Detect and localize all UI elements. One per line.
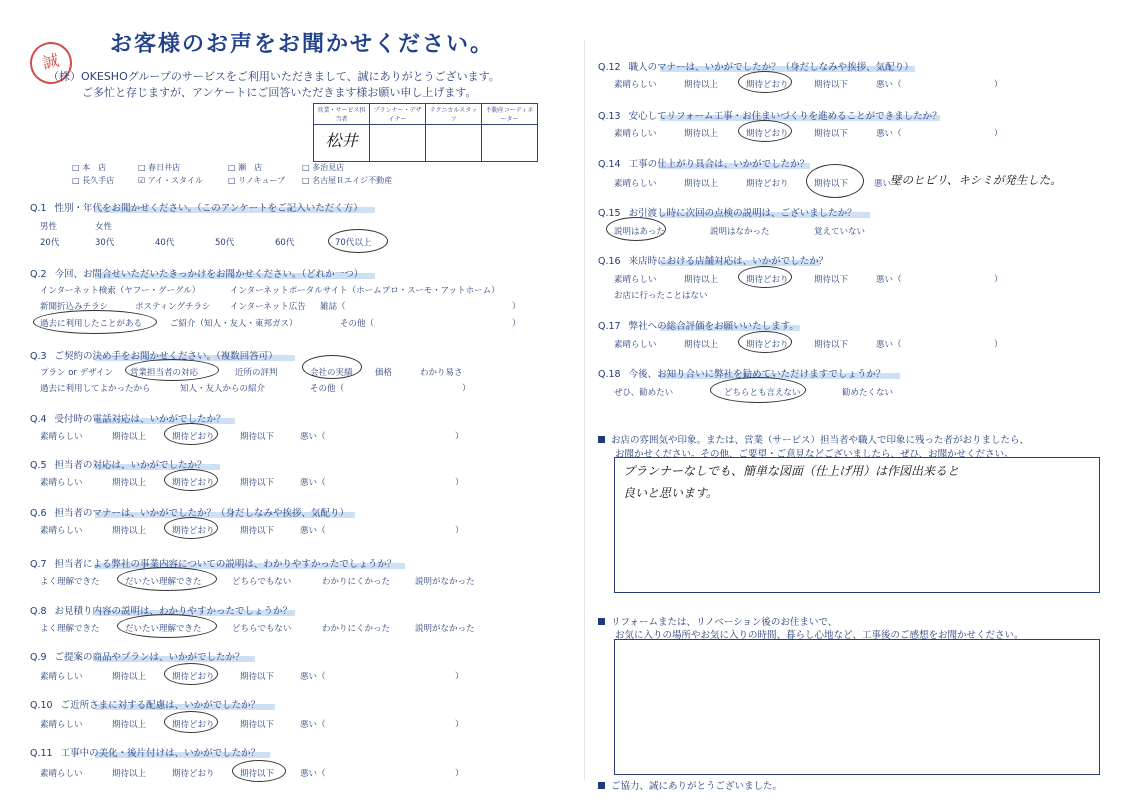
q12-opt-below[interactable]: 期待以下 — [814, 80, 849, 90]
q5-opt-excellent[interactable]: 素晴らしい — [40, 478, 83, 488]
q5-opt-above[interactable]: 期待以上 — [112, 478, 147, 488]
shop-istyle[interactable]: ☑ アイ・スタイル — [138, 176, 203, 185]
sales-name: 松井 — [325, 131, 358, 150]
question-1: Q.1 性別・年代をお聞かせください。（このアンケートをご記入いただく方） — [30, 203, 363, 214]
comment-prompt-2b: お気に入りの場所やお気に入りの時間、暮らし心地など、工事後のご感想をお聞かせください。 — [615, 630, 1024, 641]
staff-technical-cell[interactable] — [426, 125, 482, 162]
q8-opt-none[interactable]: 説明がなかった — [415, 624, 475, 634]
option-magazine[interactable]: 雑誌（ — [320, 302, 346, 312]
q11-opt-bad[interactable]: 悪い（ — [300, 769, 326, 779]
question-12: Q.12 職人のマナーは、いかがでしたか？（身だしなみや挨拶、気配り） — [598, 62, 914, 73]
option-female[interactable]: 女性 — [95, 222, 113, 232]
answer-circle-q6 — [164, 517, 218, 539]
answer-circle-q13 — [738, 120, 792, 142]
answer-circle-q12 — [738, 71, 792, 93]
option-past-user[interactable]: 過去に利用したことがある — [40, 319, 143, 329]
question-16: Q.16 来店時における店舗対応は、いかがでしたか？ — [598, 256, 829, 267]
q11-opt-excellent[interactable]: 素晴らしい — [40, 769, 83, 779]
option-40s[interactable]: 40代 — [155, 238, 175, 248]
comment-prompt-1: お店の雰囲気や印象。または、営業（サービス）担当者や職人で印象に残った者がおりましたら、 — [598, 432, 1029, 446]
q11-opt-below[interactable]: 期待以下 — [240, 769, 275, 779]
q14-handwritten-comment: 壁のヒビリ、キシミが発生した。 — [890, 173, 1062, 187]
shop-tajimi[interactable]: □ 多治見店 — [302, 163, 345, 172]
q16-opt-excellent[interactable]: 素晴らしい — [614, 275, 657, 285]
q13-opt-above[interactable]: 期待以上 — [684, 129, 719, 139]
q17-opt-below[interactable]: 期待以下 — [814, 340, 849, 350]
comment-answer-line1: プランナーなしでも、簡単な図面（仕上げ用）は作図出来ると — [623, 464, 960, 478]
q17-opt-excellent[interactable]: 素晴らしい — [614, 340, 657, 350]
question-8: Q.8 お見積り内容の説明は、わかりやすかったでしょうか？ — [30, 606, 293, 617]
q4-opt-excellent[interactable]: 素晴らしい — [40, 432, 83, 442]
q5-opt-expected[interactable]: 期待どおり — [172, 478, 215, 488]
option-50s[interactable]: 50代 — [215, 238, 235, 248]
answer-circle-q17 — [738, 331, 792, 353]
intro-line-2: ご多忙と存じますが、アンケートにご回答いただきます様お願い申し上げます。 — [82, 86, 477, 99]
staff-header-realestate: 不動産コーディネーター — [482, 104, 538, 125]
q13-opt-excellent[interactable]: 素晴らしい — [614, 129, 657, 139]
q8-opt-neutral[interactable]: どちらでもない — [232, 624, 292, 634]
q13-opt-expected[interactable]: 期待どおり — [746, 129, 789, 139]
answer-circle-q4 — [164, 423, 218, 445]
option-reputation[interactable]: 近所の評判 — [235, 368, 278, 378]
q8-opt-hard[interactable]: わかりにくかった — [322, 624, 391, 634]
shop-kasugai[interactable]: □ 春日井店 — [138, 163, 181, 172]
q14-opt-bad[interactable]: 悪い（ — [874, 179, 900, 189]
answer-circle-q16 — [738, 266, 792, 288]
q6-opt-below[interactable]: 期待以下 — [240, 526, 275, 536]
question-5: Q.5 担当者の対応は、いかがでしたか？ — [30, 460, 207, 471]
q4-opt-below[interactable]: 期待以下 — [240, 432, 275, 442]
q14-opt-above[interactable]: 期待以上 — [684, 179, 719, 189]
option-clarity[interactable]: わかり易さ — [420, 368, 463, 378]
question-9: Q.9 ご提案の商品やプランは、いかがでしたか？ — [30, 652, 245, 663]
q7-opt-mostly[interactable]: だいたい理解できた — [125, 577, 202, 587]
question-15: Q.15 お引渡し時に次回の点検の説明は、ございましたか？ — [598, 208, 857, 219]
question-11: Q.11 工事中の美化・後片付けは、いかがでしたか？ — [30, 748, 261, 759]
q16-opt-bad[interactable]: 悪い（ — [876, 275, 902, 285]
answer-circle-q5 — [164, 469, 218, 491]
q17-opt-above[interactable]: 期待以上 — [684, 340, 719, 350]
answer-circle-q11 — [232, 760, 286, 782]
q8-opt-well[interactable]: よく理解できた — [40, 624, 100, 634]
intro-line-1: （株）OKESHOグループのサービスをご利用いただきまして、誠にありがとうございます。 — [48, 70, 500, 83]
option-posting-flyer[interactable]: ポスティングチラシ — [135, 302, 211, 312]
option-price[interactable]: 価格 — [375, 368, 393, 378]
q18-opt-neutral[interactable]: どちらとも言えない — [724, 388, 801, 398]
q9-opt-below[interactable]: 期待以下 — [240, 672, 275, 682]
staff-header-sales: 営業・サービス担当者 — [314, 104, 370, 125]
q15-opt-dont-remember[interactable]: 覚えていない — [814, 227, 866, 237]
q13-opt-below[interactable]: 期待以下 — [814, 129, 849, 139]
option-past-satisfied[interactable]: 過去に利用してよかったから — [40, 384, 151, 394]
staff-table — [313, 103, 538, 162]
option-referral[interactable]: ご紹介（知人・友人・東邦ガス） — [170, 319, 298, 329]
answer-circle-q10 — [164, 711, 218, 733]
q16-opt-above[interactable]: 期待以上 — [684, 275, 719, 285]
comment-prompt-2: リフォームまたは、リノベーション後のお住まいで、 — [598, 614, 837, 628]
option-company-record[interactable]: 会社の実績 — [310, 368, 353, 378]
option-portal-site[interactable]: インターネットポータルサイト（ホームプロ・スーモ・アットホーム） — [230, 286, 500, 296]
option-sales-response[interactable]: 営業担当者の対応 — [130, 368, 199, 378]
answer-circle-q15 — [606, 217, 666, 241]
q12-opt-bad[interactable]: 悪い（ — [876, 80, 902, 90]
option-internet-ad[interactable]: インターネット広告 — [230, 302, 306, 312]
q10-opt-expected[interactable]: 期待どおり — [172, 720, 215, 730]
q16-opt-never-visited[interactable]: お店に行ったことはない — [614, 291, 708, 301]
option-20s[interactable]: 20代 — [40, 238, 60, 248]
option-newspaper-flyer[interactable]: 新聞折込みチラシ — [40, 302, 109, 312]
thanks-message: ご協力、誠にありがとうございました。 — [598, 778, 782, 792]
option-30s[interactable]: 30代 — [95, 238, 115, 248]
q14-opt-expected[interactable]: 期待どおり — [746, 179, 789, 189]
q9-opt-excellent[interactable]: 素晴らしい — [40, 672, 83, 682]
comment-answer-line2: 良いと思います。 — [623, 486, 719, 500]
q10-opt-bad[interactable]: 悪い（ — [300, 720, 326, 730]
q4-opt-expected[interactable]: 期待どおり — [172, 432, 215, 442]
option-friend-referral[interactable]: 知人・友人からの紹介 — [180, 384, 266, 394]
option-other-q3[interactable]: その他（ — [310, 384, 345, 394]
answer-circle-q8 — [117, 614, 217, 638]
comment-prompt-1b: お聞かせください。その他、ご要望・ご意見などございましたら、ぜひ、お聞かせください。 — [615, 449, 1014, 460]
question-17: Q.17 弊社への総合評価をお願いいたします。 — [598, 321, 799, 332]
center-divider — [584, 40, 585, 780]
q7-opt-neutral[interactable]: どちらでもない — [232, 577, 292, 587]
staff-realestate-cell[interactable] — [482, 125, 538, 162]
q14-opt-below[interactable]: 期待以下 — [814, 179, 849, 189]
q7-opt-well[interactable]: よく理解できた — [40, 577, 100, 587]
question-6: Q.6 担当者のマナーは、いかがでしたか？（身だしなみや挨拶、気配り） — [30, 508, 350, 519]
staff-header-technical: テクニカルスタッフ — [426, 104, 482, 125]
answer-circle-q1 — [328, 229, 388, 253]
q16-opt-below[interactable]: 期待以下 — [814, 275, 849, 285]
q4-opt-above[interactable]: 期待以上 — [112, 432, 147, 442]
q13-opt-bad[interactable]: 悪い（ — [876, 129, 902, 139]
q12-opt-expected[interactable]: 期待どおり — [746, 80, 789, 90]
question-10: Q.10 ご近所さまに対する配慮は、いかがでしたか？ — [30, 700, 261, 711]
q18-opt-not-recommend[interactable]: 勧めたくない — [842, 388, 894, 398]
q9-opt-bad[interactable]: 悪い（ — [300, 672, 326, 682]
shop-seto[interactable]: □ 瀬 店 — [228, 163, 263, 172]
answer-circle-q14 — [806, 164, 864, 198]
comment-box-2[interactable] — [614, 639, 1100, 775]
staff-sales-cell[interactable] — [314, 125, 370, 162]
q6-opt-bad[interactable]: 悪い（ — [300, 526, 326, 536]
q5-opt-below[interactable]: 期待以下 — [240, 478, 275, 488]
shop-nagakute[interactable]: □ 長久手店 — [72, 176, 115, 185]
q8-opt-mostly[interactable]: だいたい理解できた — [125, 624, 202, 634]
question-18: Q.18 今後、お知り合いに弊社を勧めていただけますでしょうか？ — [598, 369, 886, 380]
answer-circle-q9 — [164, 663, 218, 685]
answer-circle-q2 — [33, 310, 157, 334]
shop-nagoya-rage[interactable]: □ 名古屋Ｒエイジ不動産 — [302, 176, 393, 185]
question-7: Q.7 担当者による弊社の事業内容についての説明は、わかりやすかったでしょうか？ — [30, 559, 397, 570]
option-plan-design[interactable]: プラン or デザイン — [40, 368, 114, 378]
comment-box-1[interactable] — [614, 457, 1100, 593]
q7-opt-none[interactable]: 説明がなかった — [415, 577, 475, 587]
q11-opt-above[interactable]: 期待以上 — [112, 769, 147, 779]
q18-opt-recommend[interactable]: ぜひ、勧めたい — [614, 388, 674, 398]
answer-circle-q3-a — [125, 359, 219, 381]
question-2: Q.2 今回、お問合せいただいたきっかけをお聞かせください。（どれか一つ） — [30, 269, 364, 280]
seal-stamp: 誠 — [26, 38, 76, 88]
q5-opt-bad[interactable]: 悪い（ — [300, 478, 326, 488]
answer-circle-q18 — [710, 377, 806, 403]
q4-opt-bad[interactable]: 悪い（ — [300, 432, 326, 442]
q12-opt-above[interactable]: 期待以上 — [684, 80, 719, 90]
q15-opt-not-explained[interactable]: 説明はなかった — [710, 227, 770, 237]
question-3: Q.3 ご契約の決め手をお聞かせください。（複数回答可） — [30, 351, 278, 362]
answer-circle-q7 — [117, 567, 217, 591]
q10-opt-excellent[interactable]: 素晴らしい — [40, 720, 83, 730]
q10-opt-above[interactable]: 期待以上 — [112, 720, 147, 730]
q17-opt-expected[interactable]: 期待どおり — [746, 340, 789, 350]
q16-opt-expected[interactable]: 期待どおり — [746, 275, 789, 285]
q9-opt-expected[interactable]: 期待どおり — [172, 672, 215, 682]
option-70s-plus[interactable]: 70代以上 — [335, 238, 372, 248]
question-14: Q.14 工事の仕上がり具合は、いかがでしたか？ — [598, 159, 810, 170]
q7-opt-hard[interactable]: わかりにくかった — [322, 577, 391, 587]
staff-header-planner: プランナー・デザイナー — [370, 104, 426, 125]
staff-planner-cell[interactable] — [370, 125, 426, 162]
q12-opt-excellent[interactable]: 素晴らしい — [614, 80, 657, 90]
q14-opt-excellent[interactable]: 素晴らしい — [614, 179, 657, 189]
q6-opt-above[interactable]: 期待以上 — [112, 526, 147, 536]
q10-opt-below[interactable]: 期待以下 — [240, 720, 275, 730]
q9-opt-above[interactable]: 期待以上 — [112, 672, 147, 682]
q17-opt-bad[interactable]: 悪い（ — [876, 340, 902, 350]
question-4: Q.4 受付時の電話対応は、いかがでしたか？ — [30, 414, 226, 425]
shop-renocube[interactable]: □ リノキューブ — [228, 176, 286, 185]
option-internet-search[interactable]: インターネット検索（ヤフー・グーグル） — [40, 286, 201, 296]
q15-opt-explained[interactable]: 説明はあった — [614, 227, 665, 237]
option-60s[interactable]: 60代 — [275, 238, 295, 248]
answer-circle-q3-b — [302, 355, 362, 379]
question-13: Q.13 安心してリフォーム工事・お住まいづくりを進めることができましたか？ — [598, 111, 942, 122]
option-other-q2[interactable]: その他（ — [340, 319, 375, 329]
page-title: お客様のお声をお聞かせください。 — [110, 32, 495, 57]
option-male[interactable]: 男性 — [40, 222, 58, 232]
shop-honten[interactable]: □ 本 店 — [72, 163, 107, 172]
q6-opt-expected[interactable]: 期待どおり — [172, 526, 215, 536]
q11-opt-expected[interactable]: 期待どおり — [172, 769, 215, 779]
q6-opt-excellent[interactable]: 素晴らしい — [40, 526, 83, 536]
